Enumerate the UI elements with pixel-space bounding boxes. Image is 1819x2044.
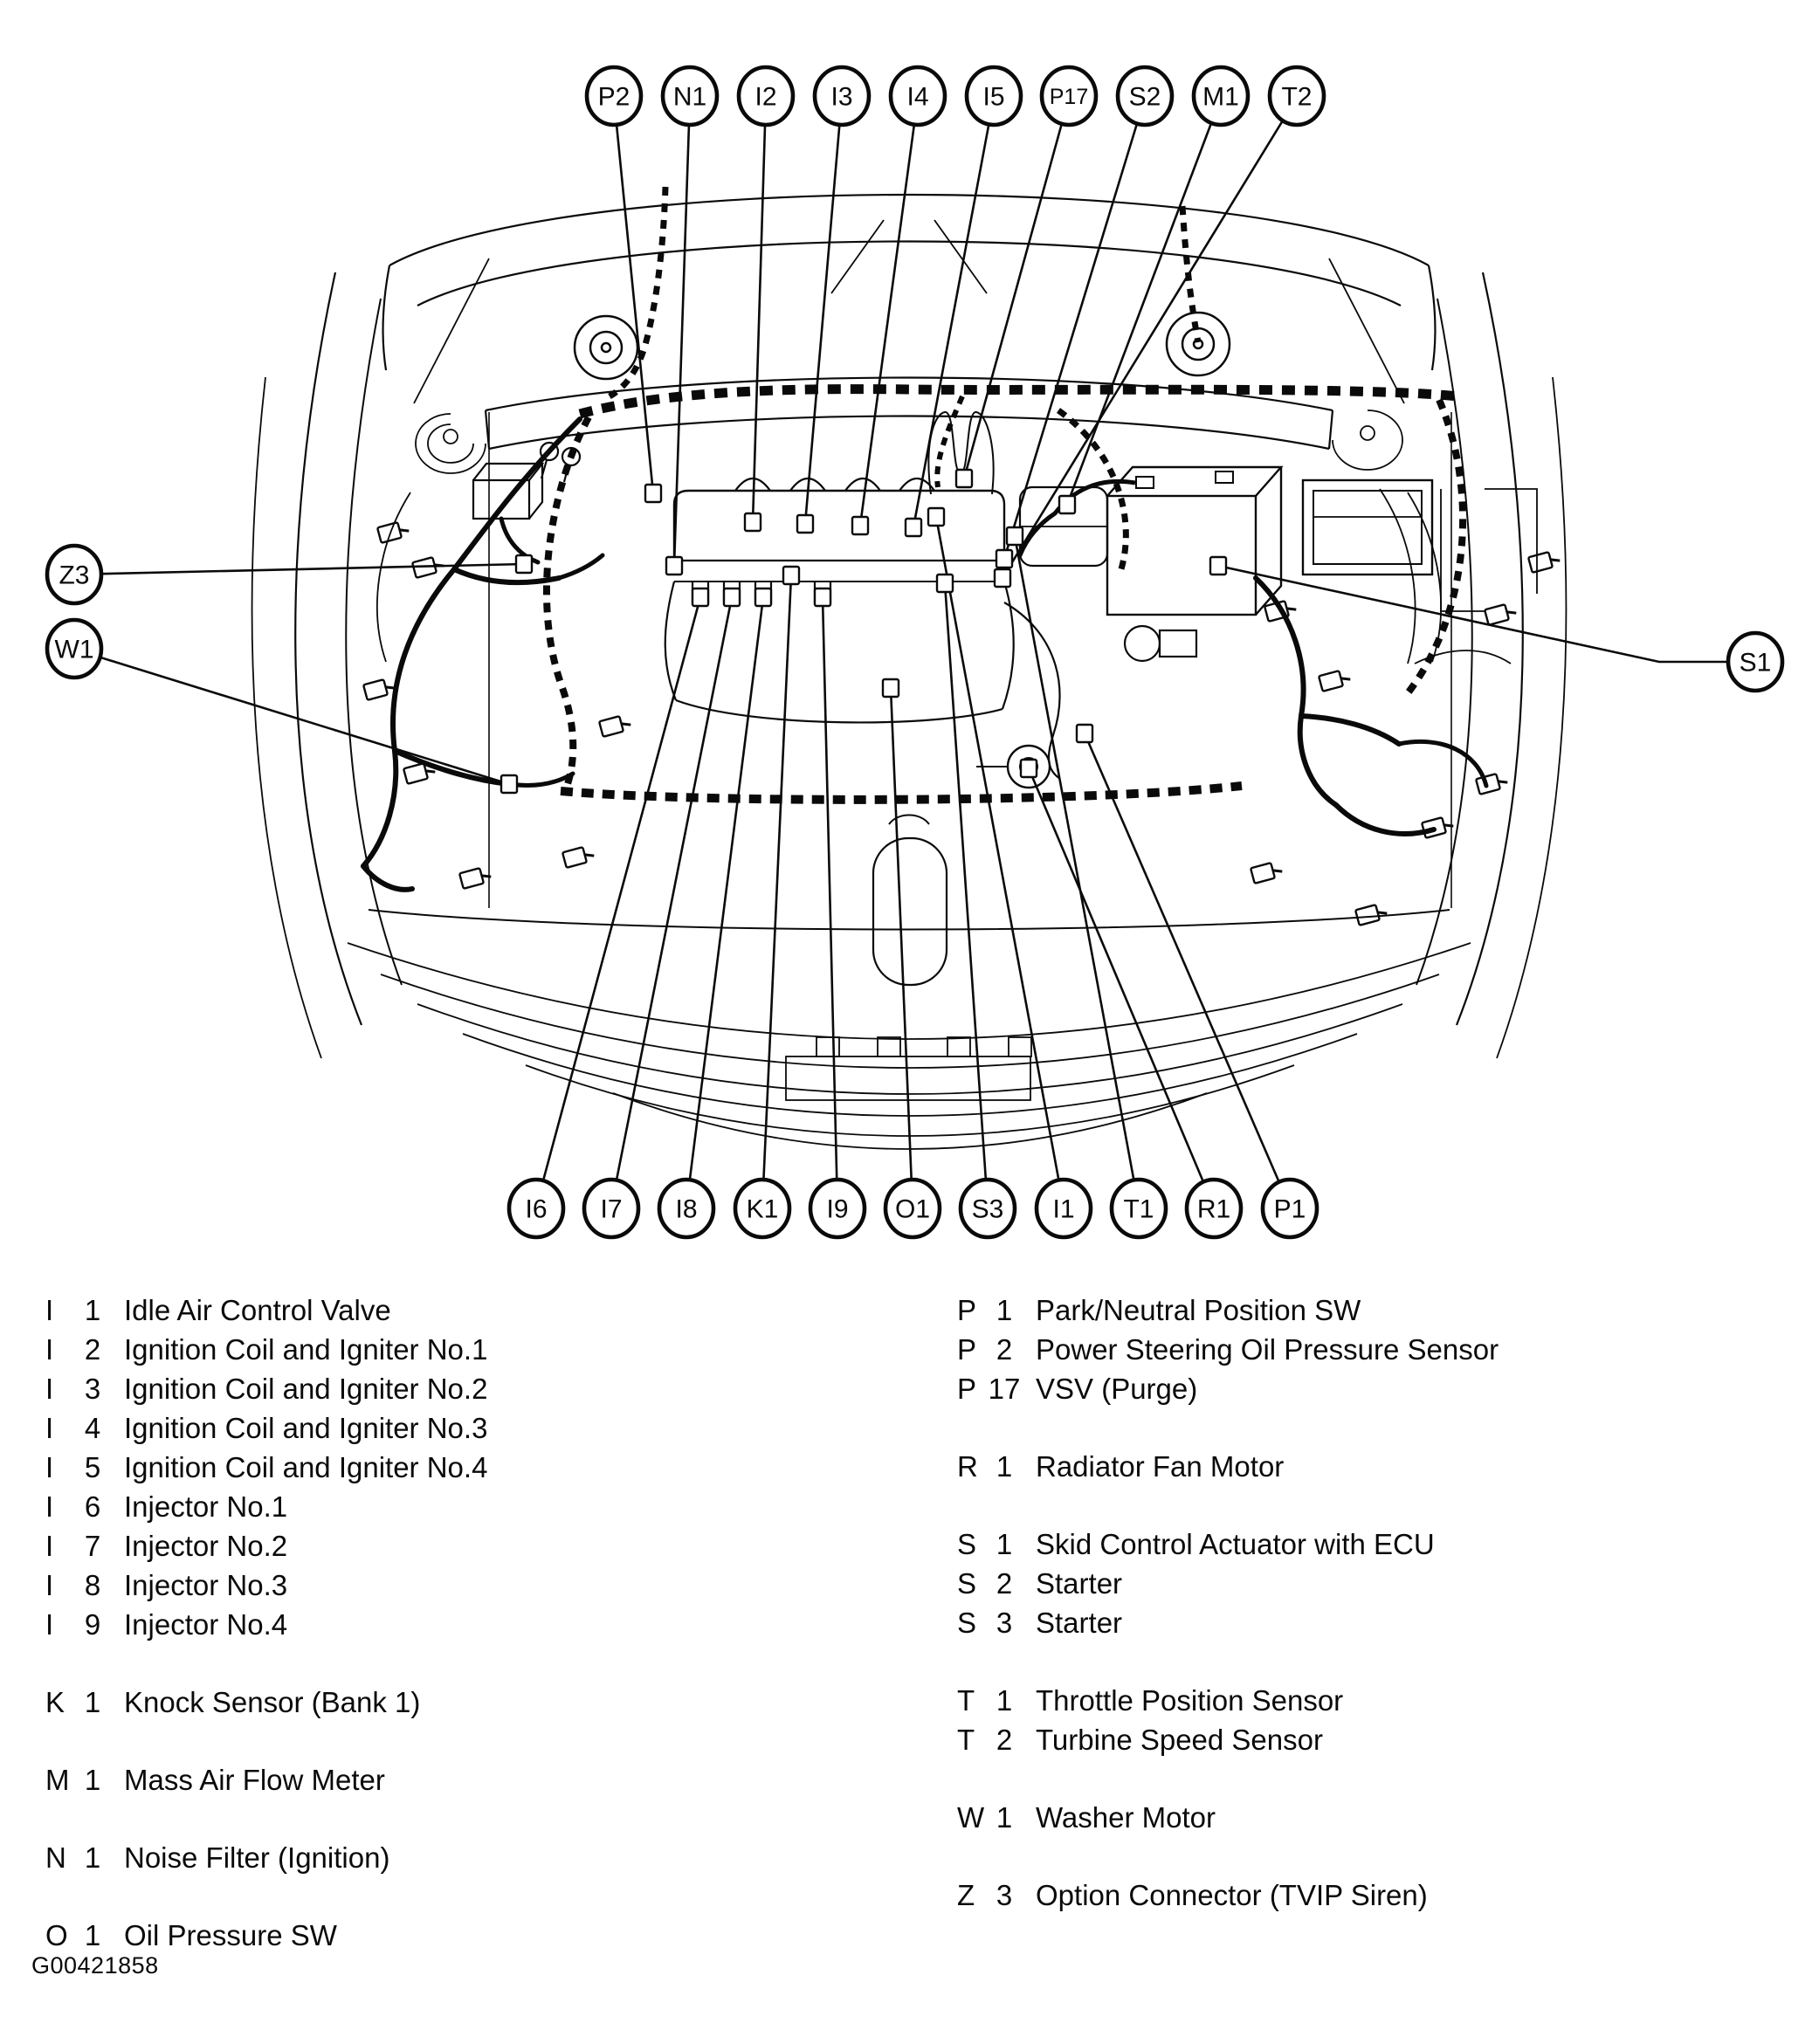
legend-code: S [957, 1606, 977, 1639]
legend-row-S3 [957, 1603, 1499, 1642]
target-connector-T1 [1007, 527, 1023, 545]
legend-code: S [957, 1566, 977, 1600]
callout-leader-W1 [100, 657, 509, 784]
legend-name: Knock Sensor (Bank 1) [124, 1685, 421, 1718]
legend-name: Noise Filter (Ignition) [124, 1841, 390, 1874]
callout-label-R1: R1 [1196, 1194, 1231, 1224]
callout-label-P17: P17 [1049, 85, 1089, 109]
legend-row-N1 [45, 1838, 487, 1877]
callout-label-W1: W1 [54, 635, 94, 664]
target-connector-T2 [995, 569, 1010, 587]
target-connector-R1 [1021, 760, 1037, 777]
legend-row-P2 [957, 1330, 1499, 1369]
legend-row-T1 [957, 1681, 1499, 1720]
legend-name: Throttle Position Sensor [1036, 1683, 1344, 1717]
legend-num: 1 [996, 1449, 1013, 1483]
connector-plug [1355, 903, 1388, 926]
legend-num: 1 [996, 1293, 1013, 1326]
connector-plug [1319, 669, 1352, 692]
radiator-fan-motor [976, 746, 1050, 788]
legend-row-S2 [957, 1564, 1499, 1603]
legend-num: 6 [84, 1490, 101, 1523]
target-connector-S3 [937, 575, 953, 592]
legend-name: Ignition Coil and Igniter No.3 [124, 1411, 488, 1444]
legend-num: 1 [996, 1800, 1013, 1834]
callout-label-S3: S3 [971, 1194, 1004, 1224]
callout-P1 [1263, 1180, 1317, 1237]
target-connector-S1 [1210, 557, 1226, 575]
callout-T1 [1112, 1180, 1166, 1237]
legend-num: 7 [84, 1529, 101, 1562]
callout-leader-I5 [913, 124, 989, 527]
target-connector-O1 [883, 679, 899, 697]
target-connector-W1 [501, 775, 517, 793]
legend-num: 2 [996, 1566, 1013, 1600]
connector-plug [377, 520, 410, 543]
legend-row-I8 [45, 1566, 487, 1605]
callout-Z3 [47, 546, 101, 603]
legend-code: I [45, 1607, 54, 1641]
legend-name: Mass Air Flow Meter [124, 1763, 385, 1796]
legend-row-S1 [957, 1524, 1499, 1564]
callout-label-T1: T1 [1123, 1194, 1154, 1224]
callout-T2 [1270, 67, 1324, 125]
legend-code: M [45, 1763, 70, 1796]
legend-row-I1 [45, 1290, 487, 1330]
legend-name: Washer Motor [1036, 1800, 1216, 1834]
target-connector-P17 [956, 470, 972, 487]
target-connector-S2 [996, 550, 1012, 568]
legend-code: P [957, 1332, 977, 1366]
legend-code: I [45, 1450, 54, 1483]
callout-W1 [47, 620, 101, 678]
callout-leader-O1 [891, 688, 912, 1180]
hood-outline [383, 195, 1436, 403]
figure-code: G00421858 [31, 1952, 159, 1979]
legend-name: Injector No.2 [124, 1529, 288, 1562]
target-connector-I2 [745, 513, 761, 531]
legend-code: S [957, 1527, 977, 1560]
connector-plug [562, 845, 596, 868]
legend-name: Injector No.1 [124, 1490, 288, 1523]
callout-label-I9: I9 [826, 1194, 849, 1224]
legend-code: I [45, 1568, 54, 1601]
legend-num: 9 [84, 1607, 101, 1641]
legend-code: I [45, 1293, 54, 1326]
connector-plug [1485, 602, 1518, 625]
legend-row-R1 [957, 1447, 1499, 1486]
legend-num: 5 [84, 1450, 101, 1483]
callout-S3 [961, 1180, 1015, 1237]
connector-plug [363, 678, 396, 700]
target-connector-I4 [852, 517, 868, 534]
callout-label-O1: O1 [894, 1194, 931, 1224]
callout-I9 [810, 1180, 865, 1237]
callout-I5 [967, 67, 1021, 125]
target-connector-K1 [783, 567, 799, 584]
callout-label-I6: I6 [525, 1194, 548, 1224]
harness-band-upper [580, 389, 1458, 414]
callout-I2 [739, 67, 793, 125]
legend-code: I [45, 1529, 54, 1562]
legend-num: 4 [84, 1411, 101, 1444]
legend-num: 3 [84, 1372, 101, 1405]
callout-leader-R1 [1029, 768, 1203, 1182]
callout-leader-S1 [1218, 566, 1728, 662]
legend-name: Power Steering Oil Pressure Sensor [1036, 1332, 1499, 1366]
callout-label-N1: N1 [672, 82, 707, 112]
legend-name: Park/Neutral Position SW [1036, 1293, 1361, 1326]
legend-name: Starter [1036, 1566, 1123, 1600]
callout-M1 [1194, 67, 1248, 125]
legend-row-I9 [45, 1605, 487, 1644]
callout-I3 [815, 67, 869, 125]
target-connector-I1 [928, 508, 944, 526]
legend-row-M1 [45, 1760, 487, 1800]
legend-name: Starter [1036, 1606, 1123, 1639]
harness-left [363, 419, 603, 890]
harness-right [1020, 513, 1486, 834]
callout-I7 [584, 1180, 638, 1237]
legend-num: 1 [84, 1841, 101, 1874]
legend-num: 1 [996, 1527, 1013, 1560]
callout-label-I8: I8 [675, 1194, 698, 1224]
legend-row-I2 [45, 1330, 487, 1369]
legend-row-I5 [45, 1448, 487, 1487]
callout-leader-I2 [753, 125, 765, 522]
connector-plug [1422, 816, 1455, 838]
legend-code: I [45, 1490, 54, 1523]
legend-num: 2 [996, 1332, 1013, 1366]
legend-num: 3 [996, 1606, 1013, 1639]
legend-code: K [45, 1685, 65, 1718]
target-connector-Z3 [516, 555, 532, 573]
callout-leader-I8 [690, 597, 763, 1180]
callout-label-I1: I1 [1052, 1194, 1075, 1224]
battery [1055, 467, 1281, 615]
target-connector-I6 [692, 588, 708, 606]
legend-name: Option Connector (TVIP Siren) [1036, 1878, 1428, 1911]
callout-label-I4: I4 [906, 82, 929, 112]
legend-num: 17 [988, 1372, 1021, 1405]
legend-row-P17 [957, 1369, 1499, 1408]
legend-column-right [957, 1290, 1499, 1915]
legend-num: 1 [84, 1685, 101, 1718]
legend-name: Injector No.3 [124, 1568, 288, 1601]
target-connector-M1 [1059, 496, 1075, 513]
legend-row-I3 [45, 1369, 487, 1408]
legend-num: 8 [84, 1568, 101, 1601]
legend-code: W [957, 1800, 985, 1834]
callout-R1 [1187, 1180, 1241, 1237]
legend-code: I [45, 1372, 54, 1405]
legend-num: 1 [996, 1683, 1013, 1717]
connector-plug [599, 714, 632, 737]
connector-plug [459, 866, 493, 889]
legend-code: P [957, 1293, 977, 1326]
legend-name: Idle Air Control Valve [124, 1293, 391, 1326]
legend-name: Skid Control Actuator with ECU [1036, 1527, 1435, 1560]
legend-row-I6 [45, 1487, 487, 1526]
legend-row-P1 [957, 1290, 1499, 1330]
legend-num: 2 [84, 1332, 101, 1366]
callout-P2 [587, 67, 641, 125]
callout-N1 [663, 67, 717, 125]
callout-S1 [1728, 633, 1782, 691]
cowl-panel [486, 378, 1333, 450]
legend-row-I7 [45, 1526, 487, 1566]
callout-label-Z3: Z3 [59, 561, 90, 590]
callout-K1 [735, 1180, 789, 1237]
legend-column-left [45, 1290, 487, 1955]
callout-label-I7: I7 [600, 1194, 623, 1224]
callout-leader-N1 [674, 125, 689, 566]
legend-code: T [957, 1683, 975, 1717]
fuse-box [1303, 480, 1432, 575]
legend-row-I4 [45, 1408, 487, 1448]
target-connector-I5 [906, 519, 921, 536]
fender-outlines [252, 272, 1567, 1058]
legend-code: O [45, 1918, 68, 1951]
callout-leader-P2 [617, 125, 653, 493]
callout-I8 [659, 1180, 713, 1237]
legend-code: N [45, 1841, 66, 1874]
legend-name: Ignition Coil and Igniter No.1 [124, 1332, 488, 1366]
target-connector-N1 [666, 557, 682, 575]
legend-num: 3 [996, 1878, 1013, 1911]
legend-num: 2 [996, 1723, 1013, 1756]
callout-label-S1: S1 [1739, 648, 1772, 678]
callout-leader-I1 [936, 517, 1058, 1180]
legend-num: 1 [84, 1918, 101, 1951]
callout-leader-P1 [1085, 733, 1279, 1182]
legend-code: Z [957, 1878, 975, 1911]
callout-leader-I4 [860, 125, 914, 526]
strut-towers [416, 187, 1402, 473]
callout-I4 [891, 67, 945, 125]
callout-label-K1: K1 [746, 1194, 779, 1224]
callout-label-I5: I5 [982, 82, 1005, 112]
legend-code: T [957, 1723, 975, 1756]
connector-plug [1251, 861, 1284, 884]
legend-num: 1 [84, 1763, 101, 1796]
legend-row-O1 [45, 1916, 487, 1955]
target-connector-P1 [1077, 725, 1092, 742]
callout-S2 [1118, 67, 1172, 125]
callout-target-connectors [501, 470, 1226, 793]
legend-num: 1 [84, 1293, 101, 1326]
legend-name: VSV (Purge) [1036, 1372, 1198, 1405]
callout-I1 [1037, 1180, 1091, 1237]
callout-P17 [1042, 67, 1096, 125]
legend-row-Z3 [957, 1875, 1499, 1915]
target-connector-I3 [797, 515, 813, 533]
target-connector-I9 [815, 588, 830, 606]
legend-name: Oil Pressure SW [124, 1918, 337, 1951]
callout-label-S2: S2 [1128, 82, 1161, 112]
connector-plug [1528, 550, 1561, 573]
callout-label-I2: I2 [754, 82, 777, 112]
callout-label-P1: P1 [1273, 1194, 1306, 1224]
target-connector-P2 [645, 485, 661, 502]
starter-motor [1125, 626, 1196, 661]
callout-label-P2: P2 [597, 82, 630, 112]
callout-O1 [885, 1180, 940, 1237]
callout-label-I3: I3 [830, 82, 853, 112]
legend-name: Ignition Coil and Igniter No.4 [124, 1450, 488, 1483]
target-connector-I8 [755, 588, 771, 606]
legend-code: P [957, 1372, 977, 1405]
legend-row-K1 [45, 1683, 487, 1722]
legend-row-W1 [957, 1798, 1499, 1837]
harness-band-lower [561, 786, 1242, 800]
legend-name: Ignition Coil and Igniter No.2 [124, 1372, 488, 1405]
legend-name: Injector No.4 [124, 1607, 288, 1641]
legend-row-T2 [957, 1720, 1499, 1759]
legend-code: I [45, 1411, 54, 1444]
callout-label-M1: M1 [1202, 82, 1239, 112]
legend-name: Turbine Speed Sensor [1036, 1723, 1323, 1756]
legend-code: I [45, 1332, 54, 1366]
target-connector-I7 [724, 588, 740, 606]
legend-code: R [957, 1449, 978, 1483]
callout-leader-I3 [805, 125, 839, 524]
legend-name: Radiator Fan Motor [1036, 1449, 1285, 1483]
callout-label-T2: T2 [1281, 82, 1313, 112]
callout-I6 [509, 1180, 563, 1237]
